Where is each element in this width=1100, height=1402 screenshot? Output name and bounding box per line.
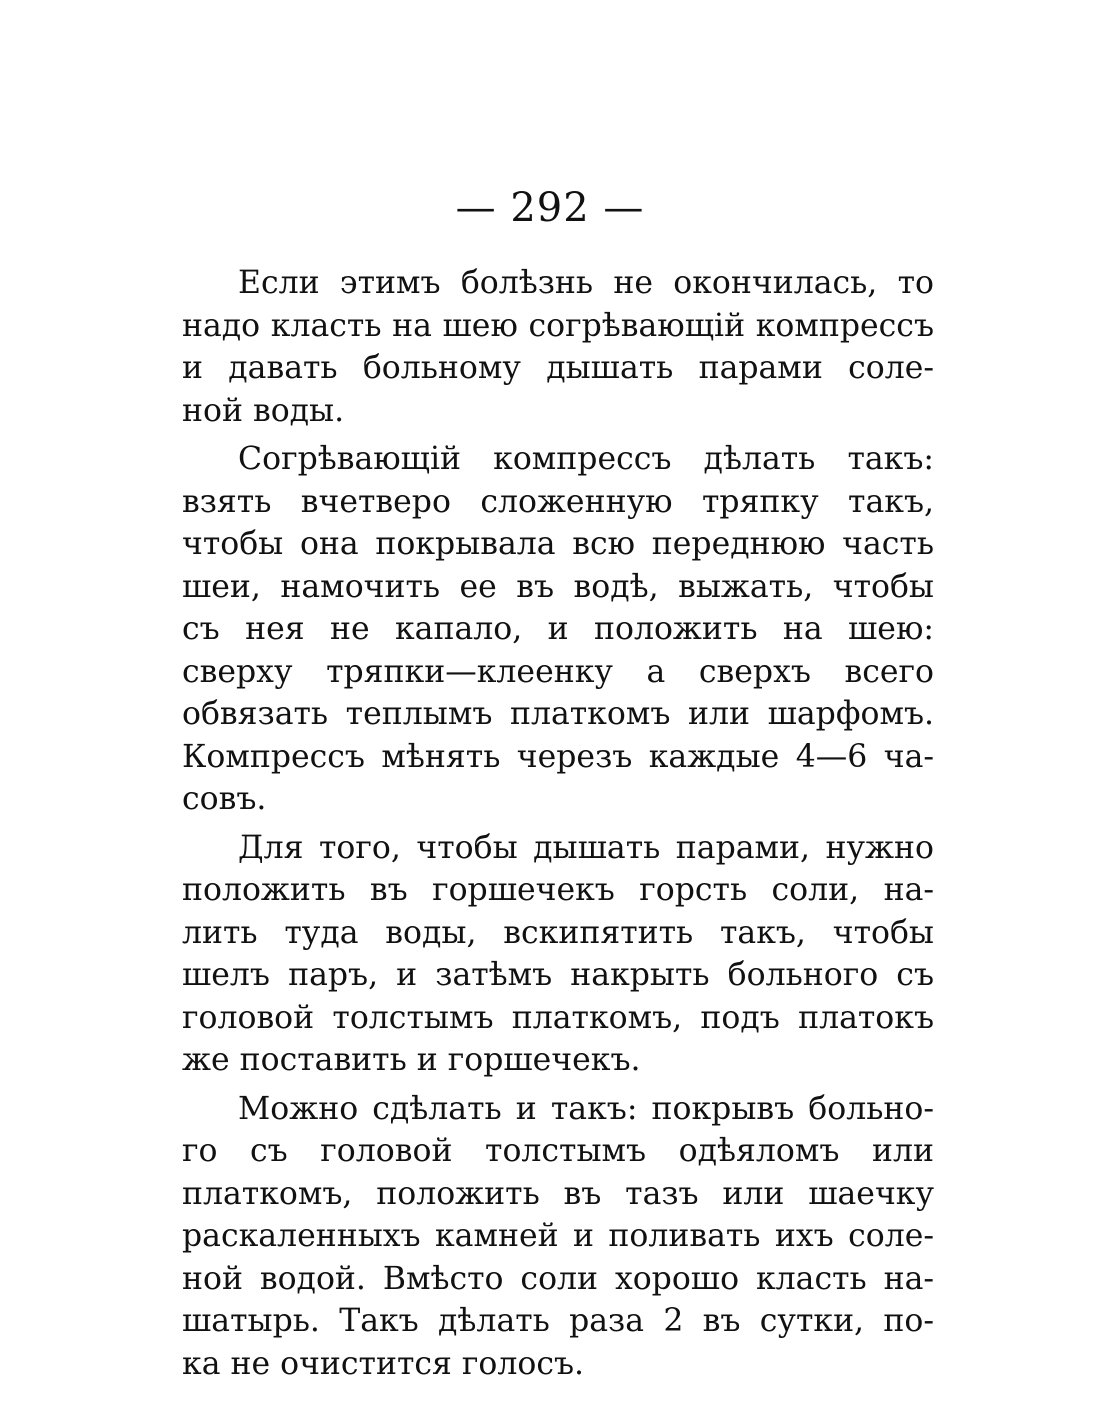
- text-line: взять вчетверо сложенную тряпку такъ,: [182, 483, 934, 520]
- text-line: Можно сдѣлать и такъ: покрывъ больно-: [238, 1090, 934, 1127]
- text-line: положить въ горшечекъ горсть соли, на-: [182, 872, 934, 908]
- text-line: лить туда воды, вскипятить такъ, чтобы: [182, 914, 934, 951]
- text-line: шеи, намочить ее въ водѣ, выжать, чтобы: [182, 568, 934, 605]
- text-line: раскаленныхъ камней и поливать ихъ соле-: [182, 1218, 934, 1254]
- paragraph-2: [182, 438, 934, 821]
- text-line: го съ головой толстымъ одѣяломъ или: [182, 1133, 934, 1169]
- text-line: и давать больному дышать парами соле-: [182, 350, 934, 386]
- text-line: обвязать теплымъ платкомъ или шарфомъ.: [182, 696, 934, 732]
- text-line: Согрѣвающій компрессъ дѣлать такъ:: [238, 441, 934, 477]
- text-line: шелъ паръ, и затѣмъ накрыть больного съ: [182, 957, 934, 993]
- text-line: ной водой. Вмѣсто соли хорошо класть на-: [182, 1260, 934, 1297]
- text-line: Если этимъ болѣзнь не окончилась, то: [238, 265, 934, 301]
- text-line: головой толстымъ платкомъ, подъ платокъ: [182, 999, 934, 1036]
- paragraph-4: [182, 1088, 934, 1386]
- paragraph-1: [182, 262, 934, 432]
- text-line: ка не очистится голосъ.: [182, 1345, 585, 1382]
- paragraph-3: [182, 827, 934, 1082]
- text-line: Компрессъ мѣнять черезъ каждые 4—6 ча-: [182, 738, 934, 775]
- text-line: платкомъ, положить въ тазъ или шаечку: [182, 1175, 934, 1212]
- text-line: надо класть на шею согрѣвающій компрессъ: [182, 307, 934, 344]
- text-line: ной воды.: [182, 392, 345, 429]
- text-line: же поставить и горшечекъ.: [182, 1042, 641, 1078]
- page-number: — 292 —: [455, 185, 645, 231]
- text-line: сверху тряпки—клеенку а сверхъ всего: [182, 653, 934, 690]
- text-line: шатырь. Такъ дѣлать раза 2 въ сутки, по-: [182, 1303, 934, 1339]
- text-line: чтобы она покрывала всю переднюю часть: [182, 526, 934, 562]
- text-line: совъ.: [182, 781, 267, 817]
- body-text: [182, 262, 934, 1391]
- text-line: съ нея не капало, и положить на шею:: [182, 611, 934, 647]
- text-line: Для того, чтобы дышать парами, нужно: [238, 829, 934, 866]
